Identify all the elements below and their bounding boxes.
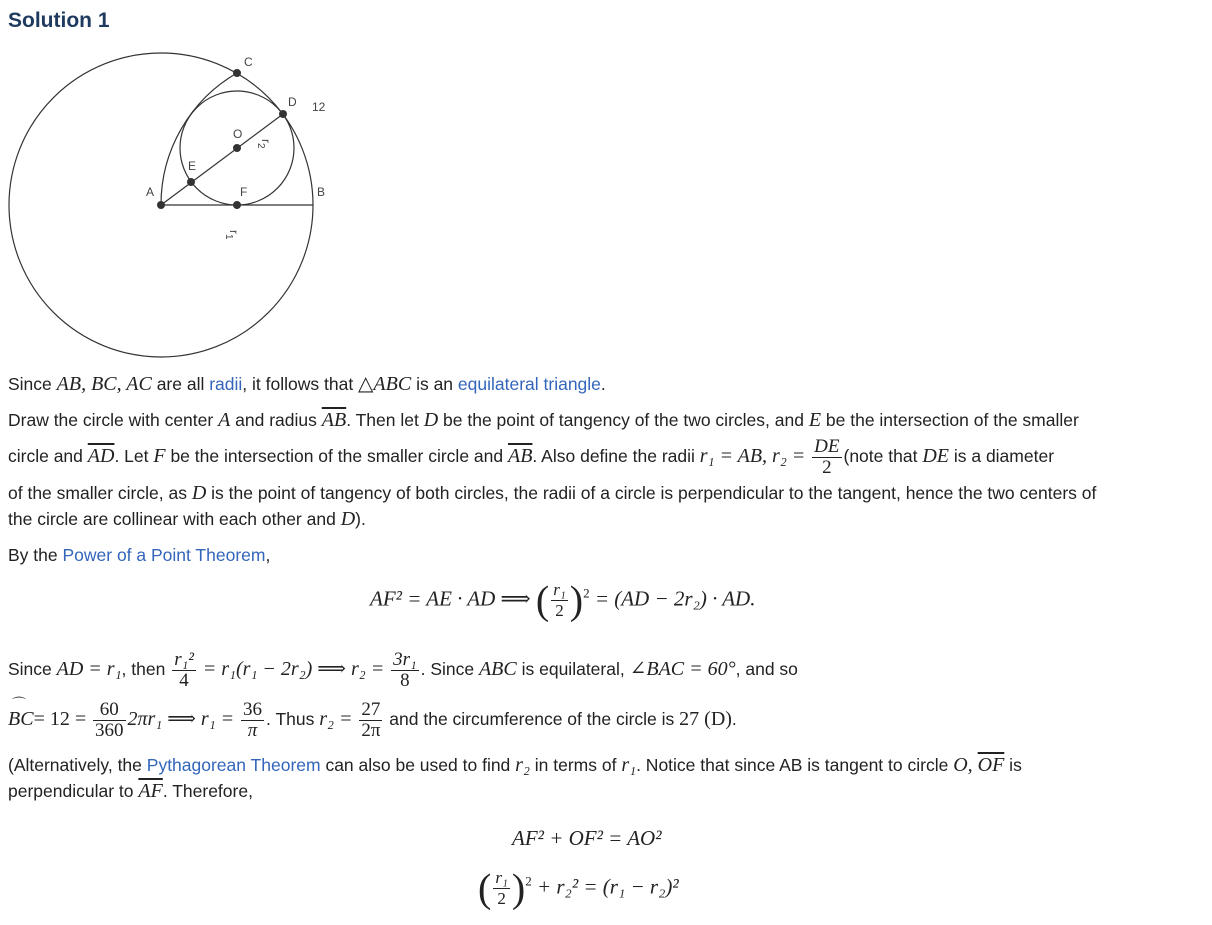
point-a xyxy=(157,201,165,209)
equation-power-of-point: AF² = AE · AD ⟹ ( $\frac{\text{r₁}}{2}$ )$^2$ = (AD − 2r₂) · AD. xyxy=(370,577,756,623)
label-12: 12 xyxy=(312,100,326,114)
solution-heading: Solution 1 xyxy=(8,9,110,32)
label-o: O xyxy=(233,127,243,141)
point-f xyxy=(233,201,241,209)
link-equilateral-triangle[interactable]: equilateral triangle xyxy=(457,374,601,394)
point-o xyxy=(233,144,241,152)
paragraph-solve-r2: Since AD = r₁, then $\frac{\text{r₁²}}{4}$ = r₁(r₁ − 2r₂) ⟹ r₂ = $\frac{\text{3r₁}}{8}$ . Since ABC is equilateral, ∠BAC = 60°, and so xyxy=(8,649,798,691)
point-c xyxy=(233,69,241,77)
label-r1: $r_1$ xyxy=(223,230,241,240)
paragraph-construction-line2: circle and $\overline{AD}$. Let F be the intersection of the smaller circle and $\overline{AB}$. Also define the radii r₁ = AB, r₂ = $\frac{DE}{2}$ (note that DE is a diameter xyxy=(8,436,1055,478)
segment-ad xyxy=(161,114,283,205)
arc-symbol: ⌒ xyxy=(12,696,26,712)
paragraph-construction-line4: the circle are collinear with each other and D). xyxy=(8,508,366,530)
equation-pythagorean: AF² + OF² = AO² xyxy=(512,826,662,850)
label-r2: $r_2$ xyxy=(255,139,273,149)
equation-pythagorean-substituted: ( $\frac{\text{r₁}}{2}$ )$^2$ + r₂² = (r₁ − r₂)² xyxy=(478,865,679,911)
paragraph-power-of-point: By the Power of a Point Theorem, xyxy=(8,545,271,565)
fraction-de-over-2: $\frac{DE}{2}$ xyxy=(814,436,840,478)
link-power-of-a-point[interactable]: Power of a Point Theorem xyxy=(62,545,266,565)
label-c: C xyxy=(244,55,253,69)
paragraph-arc-length: BC= 12 = $\frac{60}{360}$ 2πr₁ ⟹ r₁ = $\frac{36}{\pi}$ . Thus r₂ = $\frac{27}{2\pi}$ and the circumference of the circle is 27 (D). xyxy=(8,699,737,741)
paragraph-construction-line3: of the smaller circle, as D is the point of tangency of both circles, the radii of a circle is perpendicular to the tangent, hence the two centers of xyxy=(8,482,1097,504)
arc-ac xyxy=(161,73,237,205)
label-e: E xyxy=(188,159,197,173)
geometry-figure xyxy=(0,45,340,365)
link-pythagorean-theorem[interactable]: Pythagorean Theorem xyxy=(146,755,321,775)
point-d xyxy=(279,110,287,118)
label-d: D xyxy=(288,95,297,109)
label-f: F xyxy=(240,185,248,199)
paragraph-alternative-line1: (Alternatively, the Pythagorean Theorem can also be used to find r₂ in terms of r₁. Notice that since AB is tangent to circle O, $\overline{OF}$ is xyxy=(8,754,1022,776)
label-b: B xyxy=(317,185,326,199)
label-a: A xyxy=(146,185,155,199)
paragraph-alternative-line2: perpendicular to $\overline{AF}$. Therefore, xyxy=(8,780,253,802)
paragraph-equilateral: Since AB, BC, AC are all radii, it follows that △ABC is an equilateral triangle. xyxy=(8,373,606,395)
paragraph-construction-line1: Draw the circle with center A and radius $\overline{AB}$. Then let D be the point of tangency of the two circles, and E be the intersection of the smaller xyxy=(8,409,1079,431)
point-e xyxy=(187,178,195,186)
link-radii[interactable]: radii xyxy=(209,374,243,394)
